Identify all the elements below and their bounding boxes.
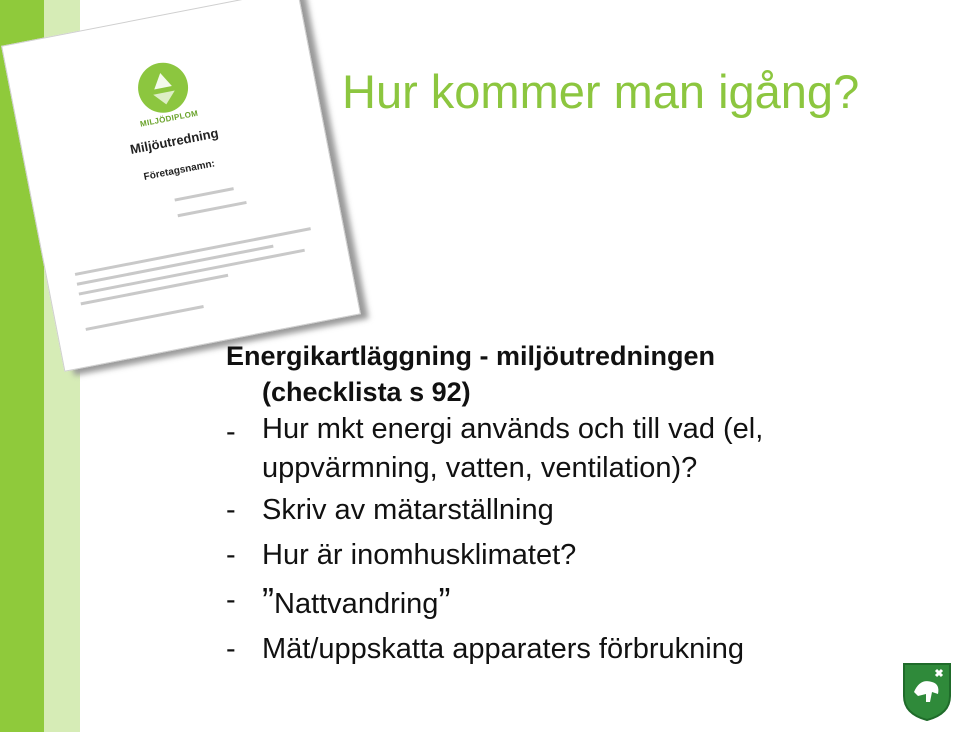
list-item-text: Mät/uppskatta apparaters förbrukning [262,633,744,665]
heading-line-2: (checklista s 92) [262,377,471,407]
list-item [226,533,926,578]
document-text-line [77,245,274,286]
list-dash: - [226,494,236,526]
document-text-line [174,187,233,201]
list-item-text: Skriv av mätarställning [262,494,554,526]
bullet-list [226,338,926,672]
document-text-line [177,201,246,217]
list-item [226,410,926,488]
list-item [226,578,926,627]
open-quote: ” [262,580,274,621]
heading-line-1: Energikartläggning - miljöutredningen [226,341,716,371]
list-dash: - [226,416,236,448]
list-item-text: Hur är inomhusklimatet? [262,539,577,571]
list-dash: - [226,584,236,616]
logo-text: MILJÖDIPLOM [139,108,199,129]
bullet-heading [226,338,926,410]
list-item [226,488,926,533]
slide-title: Hur kommer man igång? [342,65,860,118]
document-text-line [79,249,305,296]
list-item-text: Nattvandring [274,588,439,620]
list-dash: - [226,633,236,665]
document-text-line [85,305,203,331]
list-item [226,627,926,672]
list-item-text: Hur mkt energi används och till vad (el, uppvärmning, vatten, ventilation)? [262,413,764,484]
document-title: Miljöutredning [128,125,220,157]
close-quote: ” [438,580,451,621]
document-company-label: Företagsnamn: [142,158,216,183]
document-preview [1,0,361,372]
municipality-crest-icon [902,662,952,722]
document-text-line [75,227,311,276]
list-dash: - [226,539,236,571]
list-item-text-group [262,578,926,627]
